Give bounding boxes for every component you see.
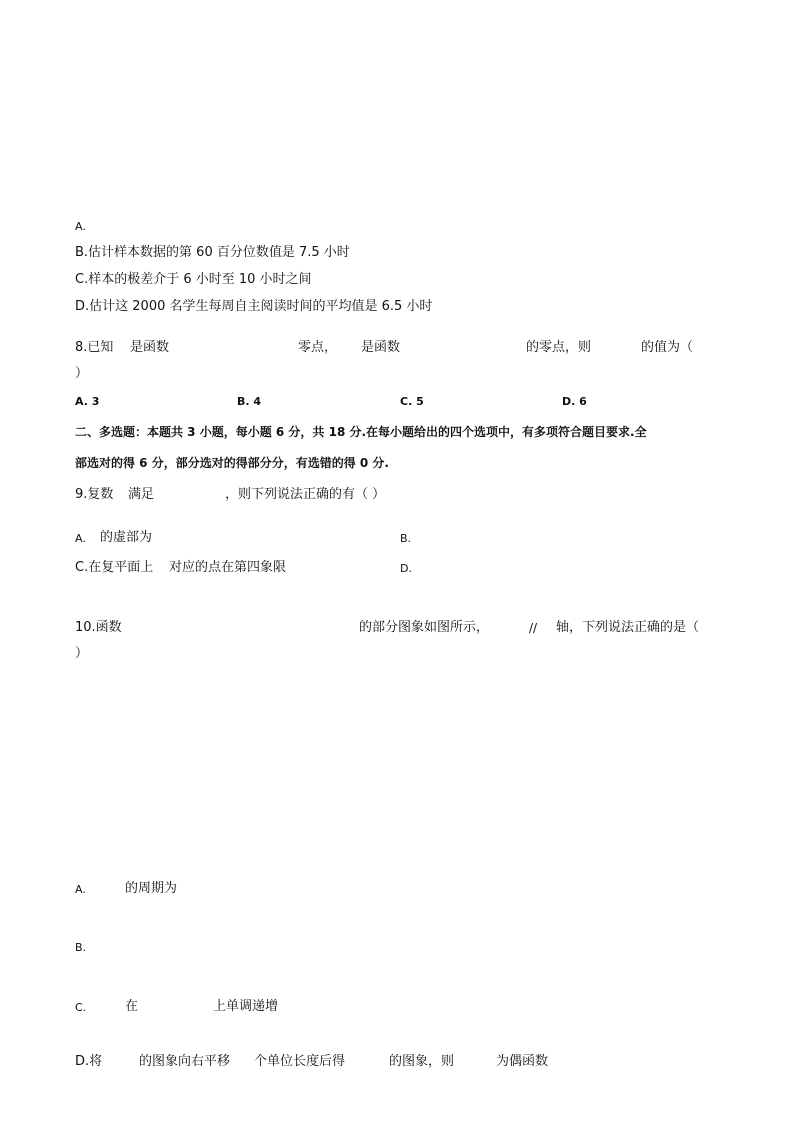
q10-option-a-text: 的周期为 [125,881,178,896]
section2-heading-line2: 部选对的得 6 分，部分选对的得部分分，有选错的得 0 分. [75,456,389,470]
q9-option-a-text: 的虚部为 [100,530,153,545]
q8-stem-close: ） [75,366,89,381]
q10-option-d-part1: D.将 [75,1054,103,1069]
q7-option-a: A. [75,220,86,233]
q10-option-c-label: C. [75,1001,87,1014]
section2-heading-line1: 二、多选题：本题共 3 小题，每小题 6 分，共 18 分.在每小题给出的四个选项中，有多项符合题目要求.全 [75,425,647,439]
q9-option-b: B. [400,532,412,545]
q9-stem-part3: ，则下列说法正确的有（ ） [225,487,386,502]
q10-option-d-part3: 个单位长度后得 [254,1054,346,1069]
q9-stem-part2: 满足 [128,487,155,502]
q10-option-d-part4: 的图象，则 [389,1054,455,1069]
q7-option-d: D.估计这 2000 名学生每周自主阅读时间的平均值是 6.5 小时 [75,299,433,314]
q10-option-d-part5: 为偶函数 [496,1054,549,1069]
q9-stem-part1: 9.复数 [75,487,114,502]
q10-option-a-label: A. [75,883,86,896]
q10-option-c-part3: 上单调递增 [213,999,279,1014]
q8-stem-part5: 的零点，则 [526,340,592,355]
q8-option-d: D. 6 [562,395,587,408]
q7-option-c: C.样本的极差介于 6 小时至 10 小时之间 [75,272,312,287]
q9-option-a-label: A. [75,532,86,545]
q10-stem-part4: 轴，下列说法正确的是（ [556,620,700,635]
q10-option-d-part2: 的图象向右平移 [139,1054,231,1069]
q8-stem-part3: 零点， [298,340,338,355]
q8-option-b: B. 4 [237,395,262,408]
q8-stem-part6: 的值为（ [641,340,694,355]
q10-parallel-symbol: // [529,621,538,635]
q8-option-a: A. 3 [75,395,100,408]
q8-stem-part4: 是函数 [361,340,401,355]
q8-stem-part1: 8.已知 [75,340,114,355]
q9-option-c-part2: 对应的点在第四象限 [169,560,287,575]
q10-stem-part2: 的部分图象如图所示， [359,620,490,635]
q9-option-c-part1: C.在复平面上 [75,560,154,575]
q8-stem-part2: 是函数 [130,340,170,355]
q7-option-b: B.估计样本数据的第 60 百分位数值是 7.5 小时 [75,245,350,260]
q10-option-c-part2: 在 [125,999,139,1014]
q9-option-d: D. [400,562,412,575]
q10-stem-close: ） [75,646,89,661]
q10-stem-part1: 10.函数 [75,620,122,635]
q10-option-b: B. [75,941,87,954]
q8-option-c: C. 5 [400,395,424,408]
